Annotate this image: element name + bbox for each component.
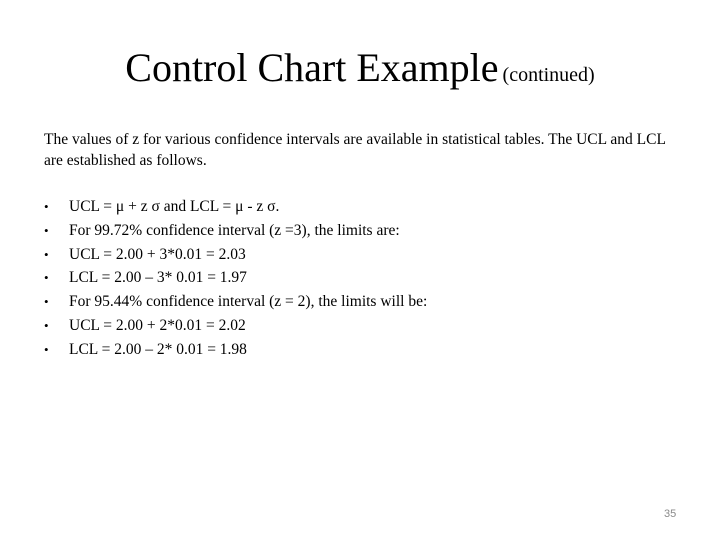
bullet-icon: • [44, 246, 49, 262]
bullet-item [44, 196, 684, 220]
title-suffix: (continued) [502, 64, 595, 86]
bullet-icon: • [44, 341, 49, 357]
bullet-item [44, 267, 684, 291]
intro-paragraph: The values of z for various confidence intervals are available in statistical tables. The UCL and LCL are established as follows. [44, 131, 666, 169]
bullet-item [44, 220, 684, 244]
bullet-text: LCL = 2.00 – 3* 0.01 = 1.97 [69, 269, 247, 287]
bullet-text: UCL = 2.00 + 3*0.01 = 2.03 [69, 245, 246, 263]
bullet-icon: • [44, 270, 49, 286]
bullet-text: For 95.44% confidence interval (z = 2), the limits will be: [69, 293, 428, 311]
bullet-item [44, 244, 684, 268]
page-number: 35 [664, 508, 677, 520]
bullet-icon: • [44, 294, 49, 310]
bullet-item [44, 339, 684, 363]
bullet-icon: • [44, 317, 49, 333]
bullet-text: UCL = 2.00 + 2*0.01 = 2.02 [69, 316, 246, 334]
bullet-item [44, 291, 684, 315]
slide-title [0, 42, 720, 101]
bullet-text: LCL = 2.00 – 2* 0.01 = 1.98 [69, 340, 247, 358]
bullet-icon: • [44, 222, 49, 238]
bullet-text: For 99.72% confidence interval (z =3), the limits are: [69, 221, 400, 239]
bullet-text: UCL = μ + z σ and LCL = μ - z σ. [69, 198, 280, 215]
title-main: Control Chart Example [125, 45, 499, 90]
bullet-icon: • [44, 199, 49, 214]
bullet-item [44, 315, 684, 339]
bullet-list [44, 196, 684, 363]
